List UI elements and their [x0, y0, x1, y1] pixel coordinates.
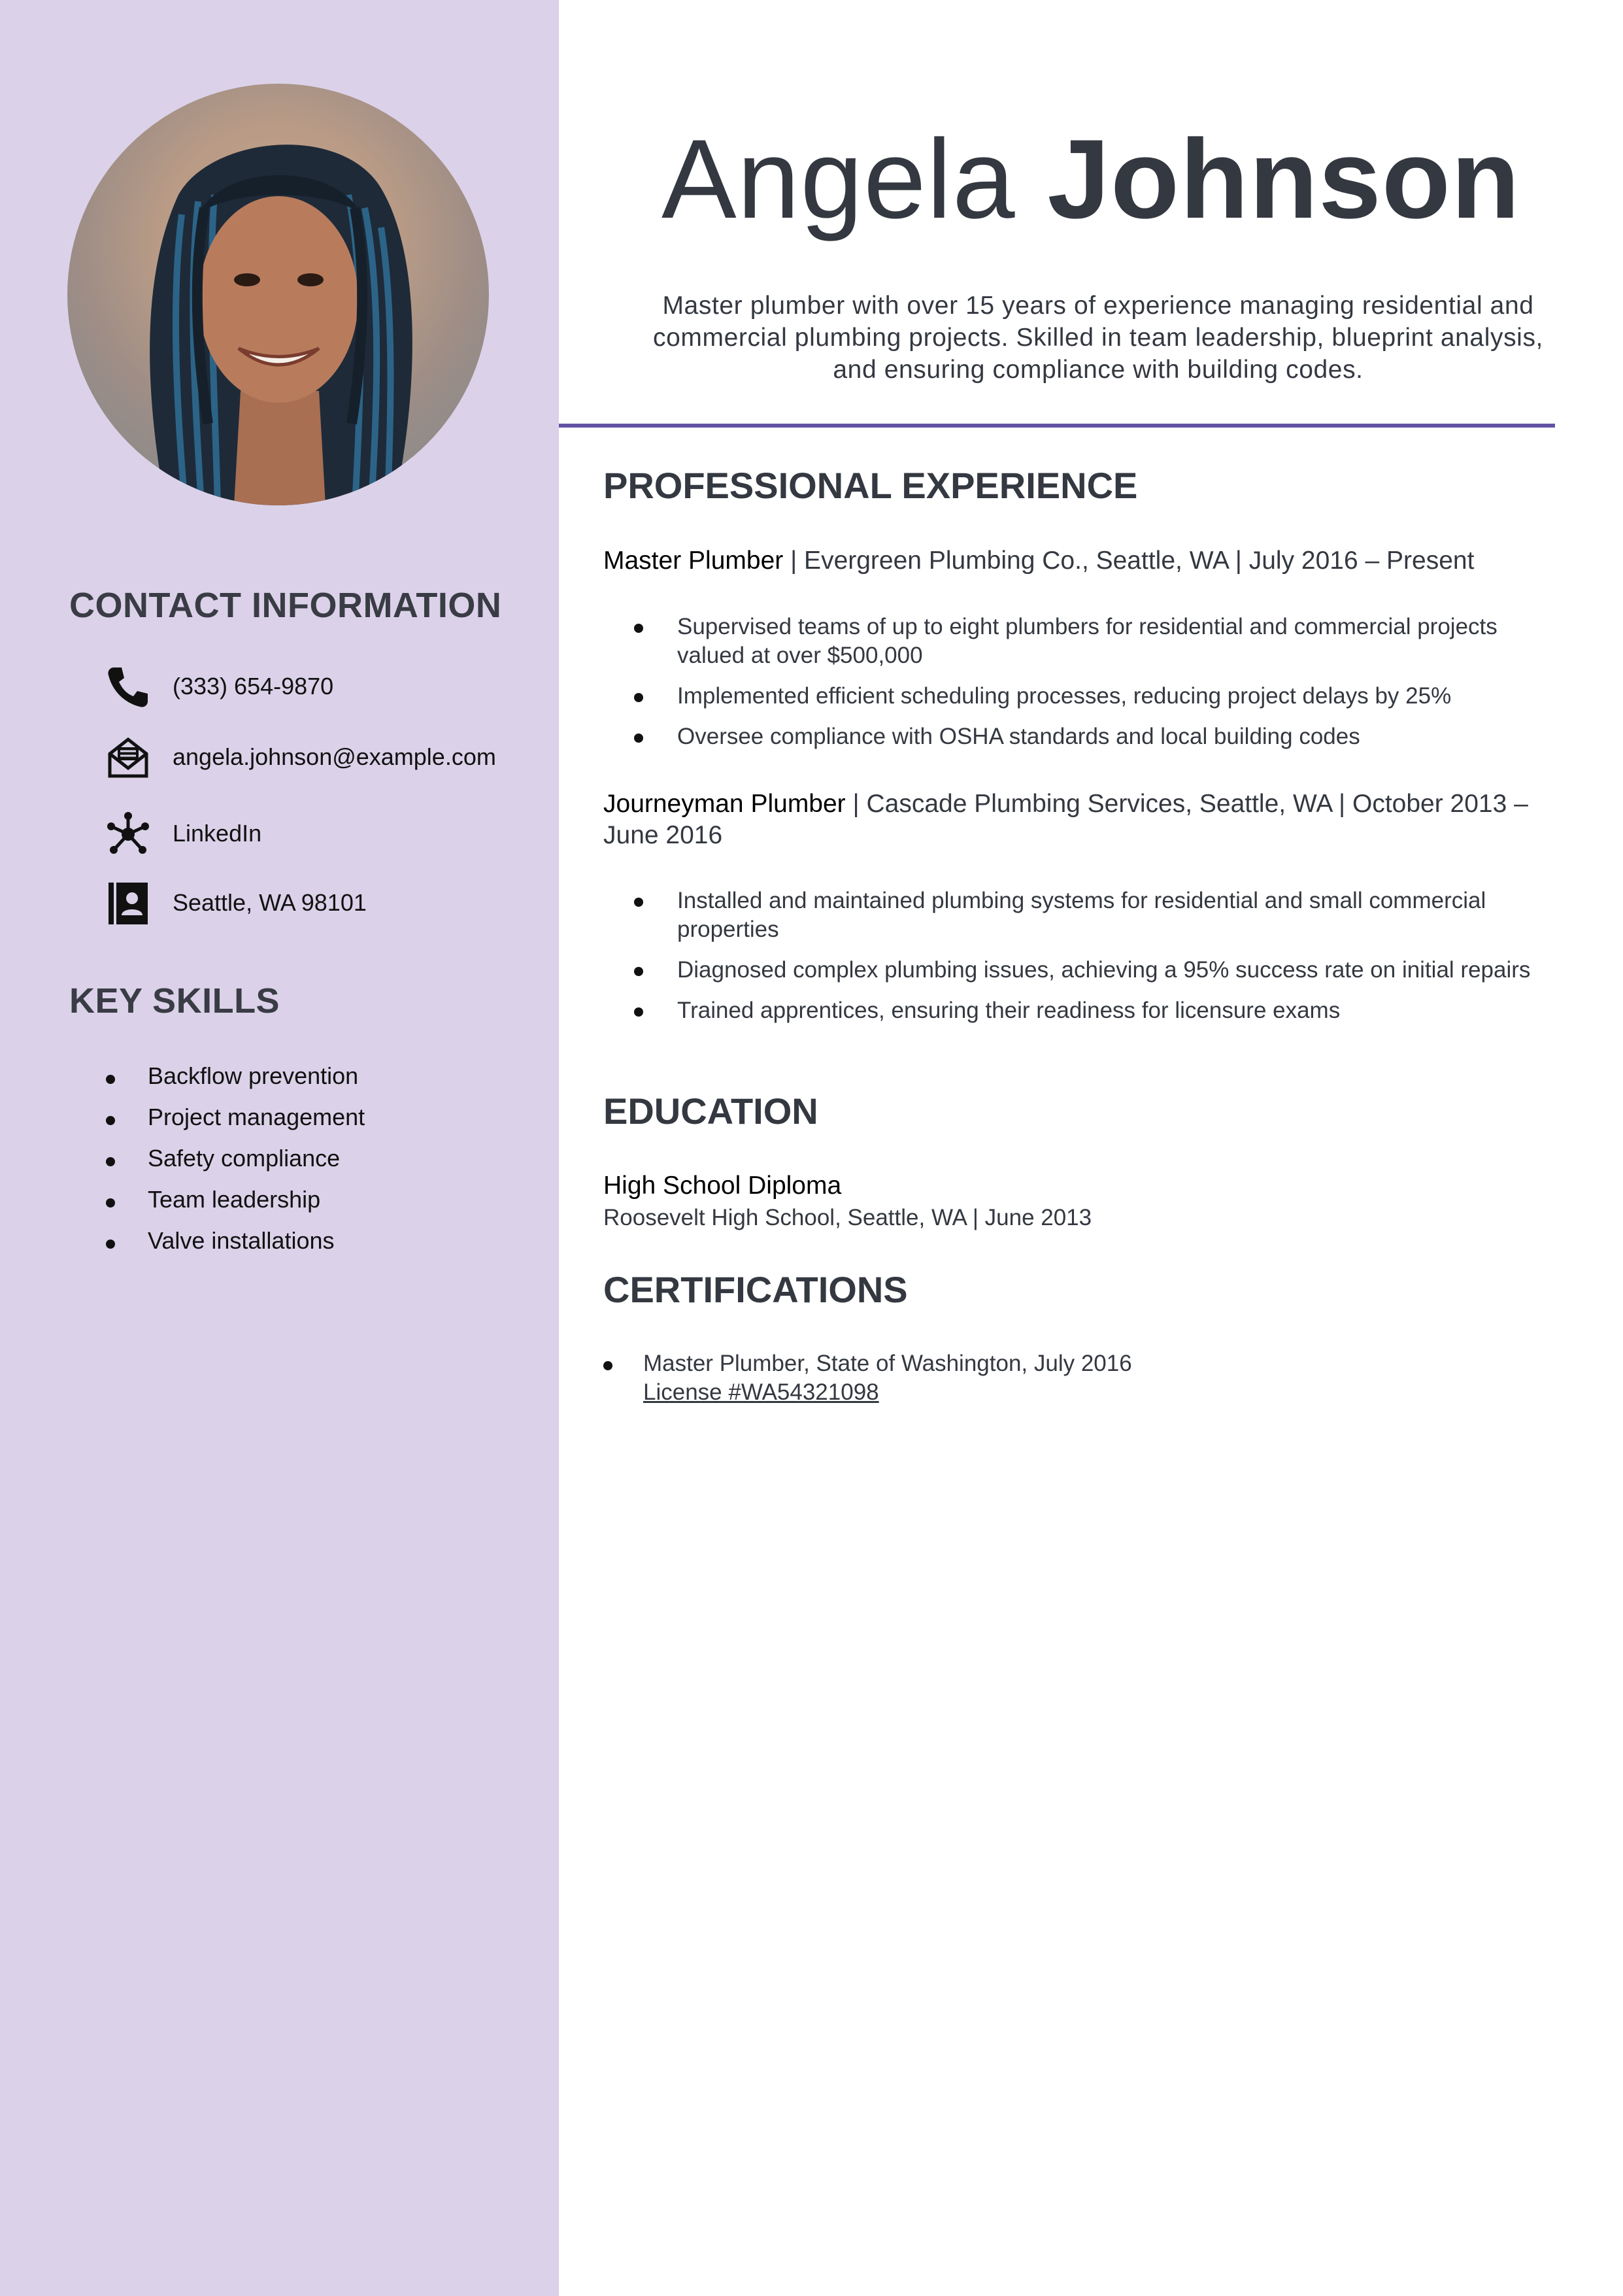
- first-name: Angela: [661, 116, 1016, 242]
- job-role: Master Plumber: [603, 547, 784, 575]
- job-bullets: [634, 886, 1562, 1037]
- job-header: [603, 545, 1558, 577]
- list-item: Project management: [105, 1100, 365, 1141]
- list-item: Oversee compliance with OSHA standards and local building codes: [634, 722, 1562, 751]
- last-name: Johnson: [1047, 116, 1520, 242]
- experience-heading: PROFESSIONAL EXPERIENCE: [603, 465, 1138, 506]
- list-item: Installed and maintained plumbing systems for residential and small commercial properties: [634, 886, 1562, 944]
- list-item: Implemented efficient scheduling processes, reducing project delays by 25%: [634, 682, 1562, 711]
- list-item: Team leadership: [105, 1183, 365, 1224]
- list-item: Trained apprentices, ensuring their readiness for licensure exams: [634, 996, 1562, 1025]
- list-item: Diagnosed complex plumbing issues, achieving a 95% success rate on initial repairs: [634, 956, 1562, 985]
- job-role: Journeyman Plumber: [603, 790, 846, 818]
- list-item: Valve installations: [105, 1224, 365, 1265]
- profile-photo: [67, 84, 489, 505]
- address-book-icon: [105, 880, 152, 927]
- skills-heading: KEY SKILLS: [69, 981, 280, 1021]
- network-icon: [105, 811, 152, 858]
- job-bullets: [634, 613, 1562, 763]
- list-item: Supervised teams of up to eight plumbers for residential and commercial projects valued at over $500,000: [634, 613, 1562, 670]
- phone-icon: [105, 664, 152, 711]
- job-details: | Cascade Plumbing Services, Seattle, WA | October 2013 – June 2016: [603, 790, 1528, 849]
- bullet-dot: [603, 1361, 612, 1370]
- education-degree: High School Diploma: [603, 1172, 842, 1200]
- license-link[interactable]: License #WA54321098: [643, 1379, 879, 1405]
- certifications-heading: CERTIFICATIONS: [603, 1269, 908, 1310]
- education-heading: EDUCATION: [603, 1090, 818, 1132]
- education-school: Roosevelt High School, Seattle, WA | June 2013: [603, 1205, 1092, 1230]
- header-divider: [559, 424, 1555, 428]
- list-item: Safety compliance: [105, 1141, 365, 1183]
- skills-list: [105, 1059, 365, 1265]
- summary: Master plumber with over 15 years of experience managing residential and commercial plumbing projects. Skilled in team leadership, blueprint analysis, and ensuring compliance with building codes.: [653, 292, 1543, 384]
- candidate-name: [559, 114, 1623, 244]
- job-header: [603, 788, 1558, 851]
- list-item: Backflow prevention: [105, 1059, 365, 1100]
- email-icon: [105, 734, 152, 781]
- contact-heading: CONTACT INFORMATION: [69, 586, 502, 625]
- sidebar: CONTACT INFORMATION (333) 654-9870 angela.johnson@example.com LinkedIn Seattle, WA 98101 KEY SKILLS Backflow prevention Project management Safety compliance Team leadership Valve installations: [0, 0, 559, 2296]
- certification-title: Master Plumber, State of Washington, July 2016: [643, 1351, 1132, 1376]
- job-details: | Evergreen Plumbing Co., Seattle, WA | July 2016 – Present: [783, 547, 1475, 575]
